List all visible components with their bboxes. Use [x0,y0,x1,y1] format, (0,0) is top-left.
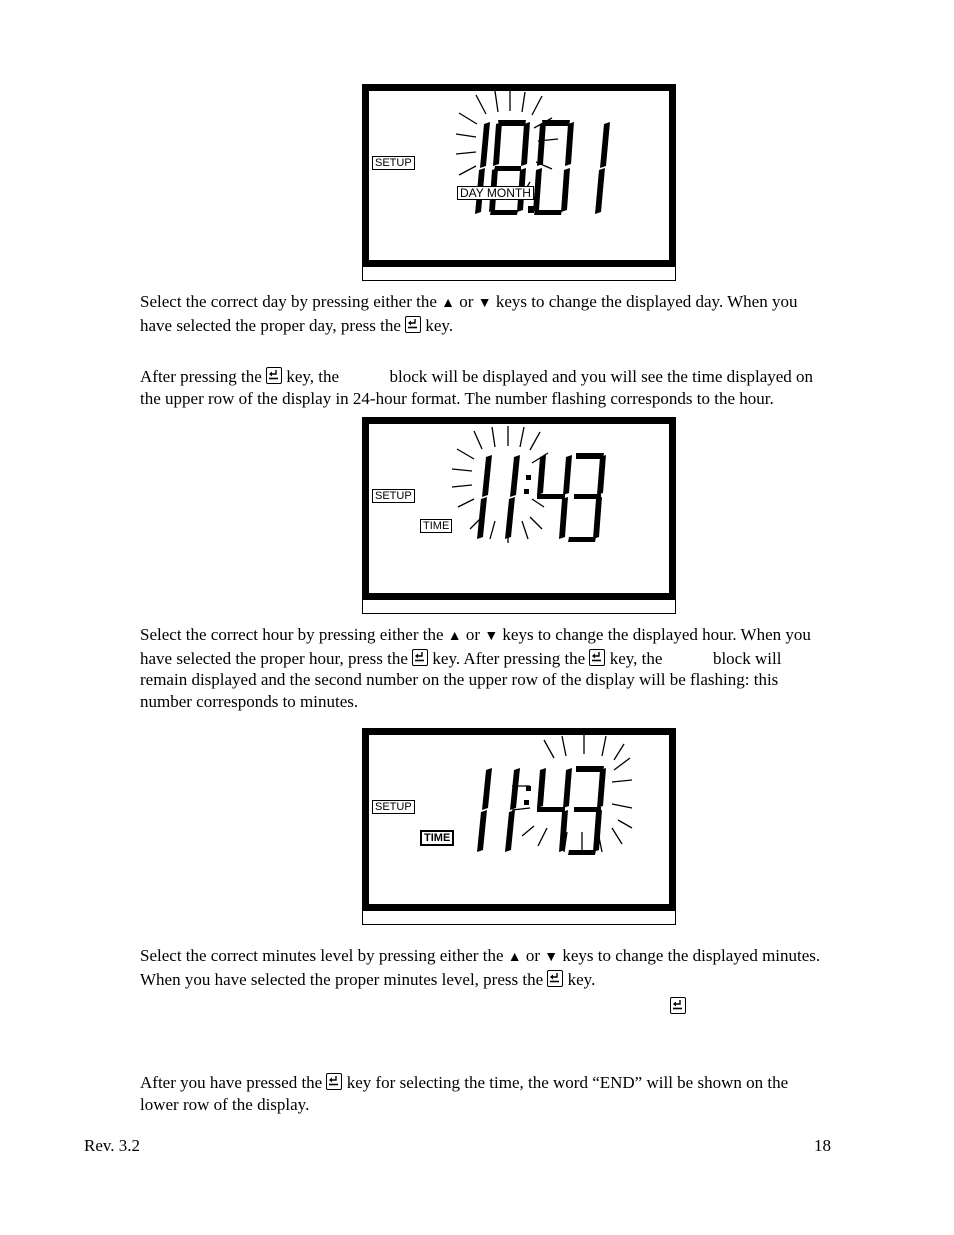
flash-rays [512,734,632,854]
enter-key-icon [589,649,605,666]
text-line: have selected the proper hour, press the key. After pressing the key, the block will [140,648,782,668]
enter-key-icon [326,1073,342,1090]
paragraph-select-day [140,291,900,336]
paragraph-select-minutes [140,945,900,990]
up-arrow-icon: ▲ [441,296,456,311]
lcd-base-strip [362,911,676,925]
flash-rays [452,426,548,543]
down-arrow-icon: ▼ [477,296,492,311]
lcd-display-date [362,84,676,281]
text-line: number corresponds to minutes. [140,691,359,711]
enter-key-icon [670,997,686,1014]
lcd-base-strip [362,600,676,614]
enter-key-icon [412,649,428,666]
down-arrow-icon: ▼ [484,629,499,644]
seven-seg-digits [475,120,610,215]
lcd-digits-art [362,84,676,267]
lcd-base-strip [362,267,676,281]
time-label: TIME [420,830,454,846]
paragraph-select-hour [140,624,900,712]
text-line: Select the correct hour by pressing either the ▲ or ▼ keys to change the displayed hour. When you [140,625,811,644]
enter-key-icon [266,367,282,384]
up-arrow-icon: ▲ [507,950,522,965]
text-line: When you have selected the proper minutes level, press the key. [140,969,596,989]
text-line: After pressing the key, the block will be displayed and you will see the time displayed on [140,367,814,386]
text-line: After you have pressed the key for selecting the time, the word “END” will be shown on the [140,1073,789,1092]
text-line: remain displayed and the second number on the upper row of the display will be flashing: this [140,670,779,689]
day-month-label: DAY MONTH [457,186,534,200]
lcd-digits-art [362,417,676,600]
setup-label: SETUP [372,800,415,814]
setup-label: SETUP [372,489,415,503]
paragraph-end [140,1072,900,1115]
text-line: have selected the proper day, press the key. [140,315,454,335]
text-line: the upper row of the display in 24-hour format. The number flashing corresponds to the hour. [140,388,774,408]
page-number: 18 [814,1136,831,1155]
text-line: Select the correct day by pressing either the ▲ or ▼ keys to change the displayed day. When you [140,292,798,311]
seven-seg-digits [477,766,606,855]
up-arrow-icon: ▲ [447,629,462,644]
enter-key-icon [405,316,421,333]
time-label: TIME [420,519,452,533]
lcd-display-minutes [362,728,676,925]
setup-label: SETUP [372,156,415,170]
down-arrow-icon: ▼ [544,950,559,965]
lcd-digits-art [362,728,676,911]
lcd-display-hour [362,417,676,614]
text-line: Select the correct minutes level by pressing either the ▲ or ▼ keys to change the displayed minutes. [140,946,821,965]
enter-key-icon [547,970,563,987]
revision-footer: Rev. 3.2 [84,1136,141,1155]
paragraph-after-enter [140,366,900,409]
text-line: lower row of the display. [140,1094,310,1114]
